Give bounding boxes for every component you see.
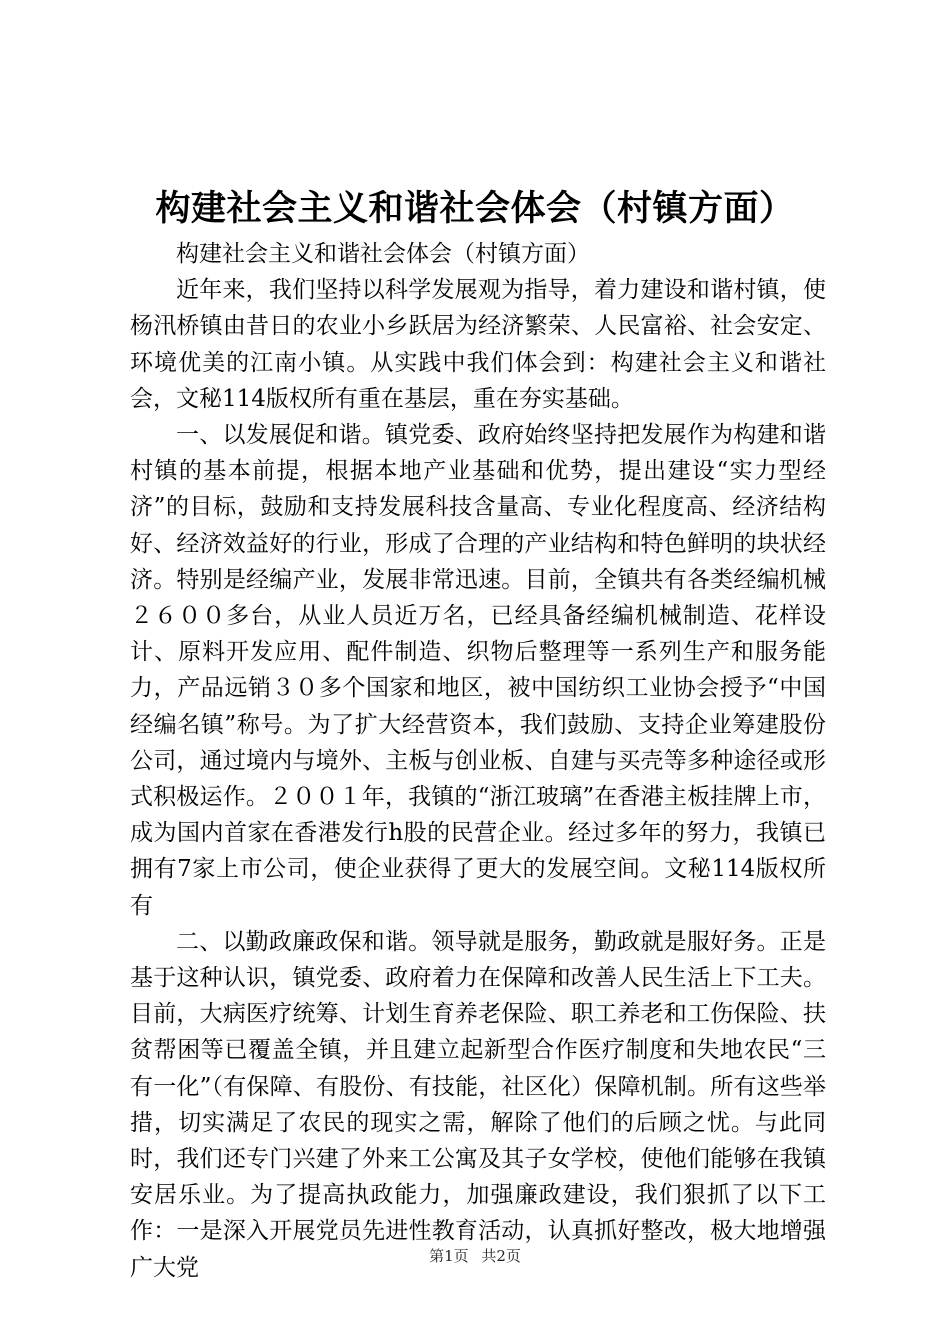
paragraph-intro: 近年来，我们坚持以科学发展观为指导，着力建设和谐村镇，使杨汛桥镇由昔日的农业小乡跃居为经济繁荣、人民富裕、社会安定、环境优美的江南小镇。从实践中我们体会到：构建社会主义和谐社会，文秘114版权所有重在基层，重在夯实基础。 (130, 277, 826, 412)
page-footer (0, 1246, 950, 1266)
page-number: 第1页 (429, 1247, 469, 1265)
paragraph-subtitle: 构建社会主义和谐社会体会（村镇方面） (176, 241, 590, 267)
document-body (130, 236, 826, 1286)
paragraph-section-two: 二、以勤政廉政保和谐。领导就是服务，勤政就是服好务。正是基于这种认识，镇党委、政府着力在保障和改善人民生活上下工夫。目前，大病医疗统筹、计划生育养老保险、职工养老和工伤保险、扶贫帮困等已覆盖全镇，并且建立起新型合作医疗制度和失地农民“三有一化”（有保障、有股份、有技能，社区化）保障机制。所有这些举措，切实满足了农民的现实之需，解除了他们的后顾之忧。与此同时，我们还专门兴建了外来工公寓及其子女学校，使他们能够在我镇安居乐业。为了提高执政能力，加强廉政建设，我们狠抓了以下工作：一是深入开展党员先进性教育活动，认真抓好整改，极大地增强广大党 (130, 928, 826, 1281)
paragraph-section-one: 一、以发展促和谐。镇党委、政府始终坚持把发展作为构建和谐村镇的基本前提，根据本地产业基础和优势，提出建设“实力型经济”的目标，鼓励和支持发展科技含量高、专业化程度高、经济结构好、经济效益好的行业，形成了合理的产业结构和特色鲜明的块状经济。特别是经编产业，发展非常迅速。目前，全镇共有各类经编机械２６００多台，从业人员近万名，已经具备经编机械制造、花样设计、原料开发应用、配件制造、织物后整理等一系列生产和服务能力，产品远销３０多个国家和地区，被中国纺织工业协会授予“中国经编名镇”称号。为了扩大经营资本，我们鼓励、支持企业筹建股份公司，通过境内与境外、主板与创业板、自建与买壳等多种途径或形式积极运作。２００１年，我镇的“浙江玻璃”在香港主板挂牌上市，成为国内首家在香港发行h股的民营企业。经过多年的努力，我镇已拥有7家上市公司，使企业获得了更大的发展空间。文秘114版权所有 (130, 422, 826, 919)
page-total: 共2页 (481, 1247, 521, 1265)
document-title: 构建社会主义和谐社会体会（村镇方面） (155, 188, 795, 229)
